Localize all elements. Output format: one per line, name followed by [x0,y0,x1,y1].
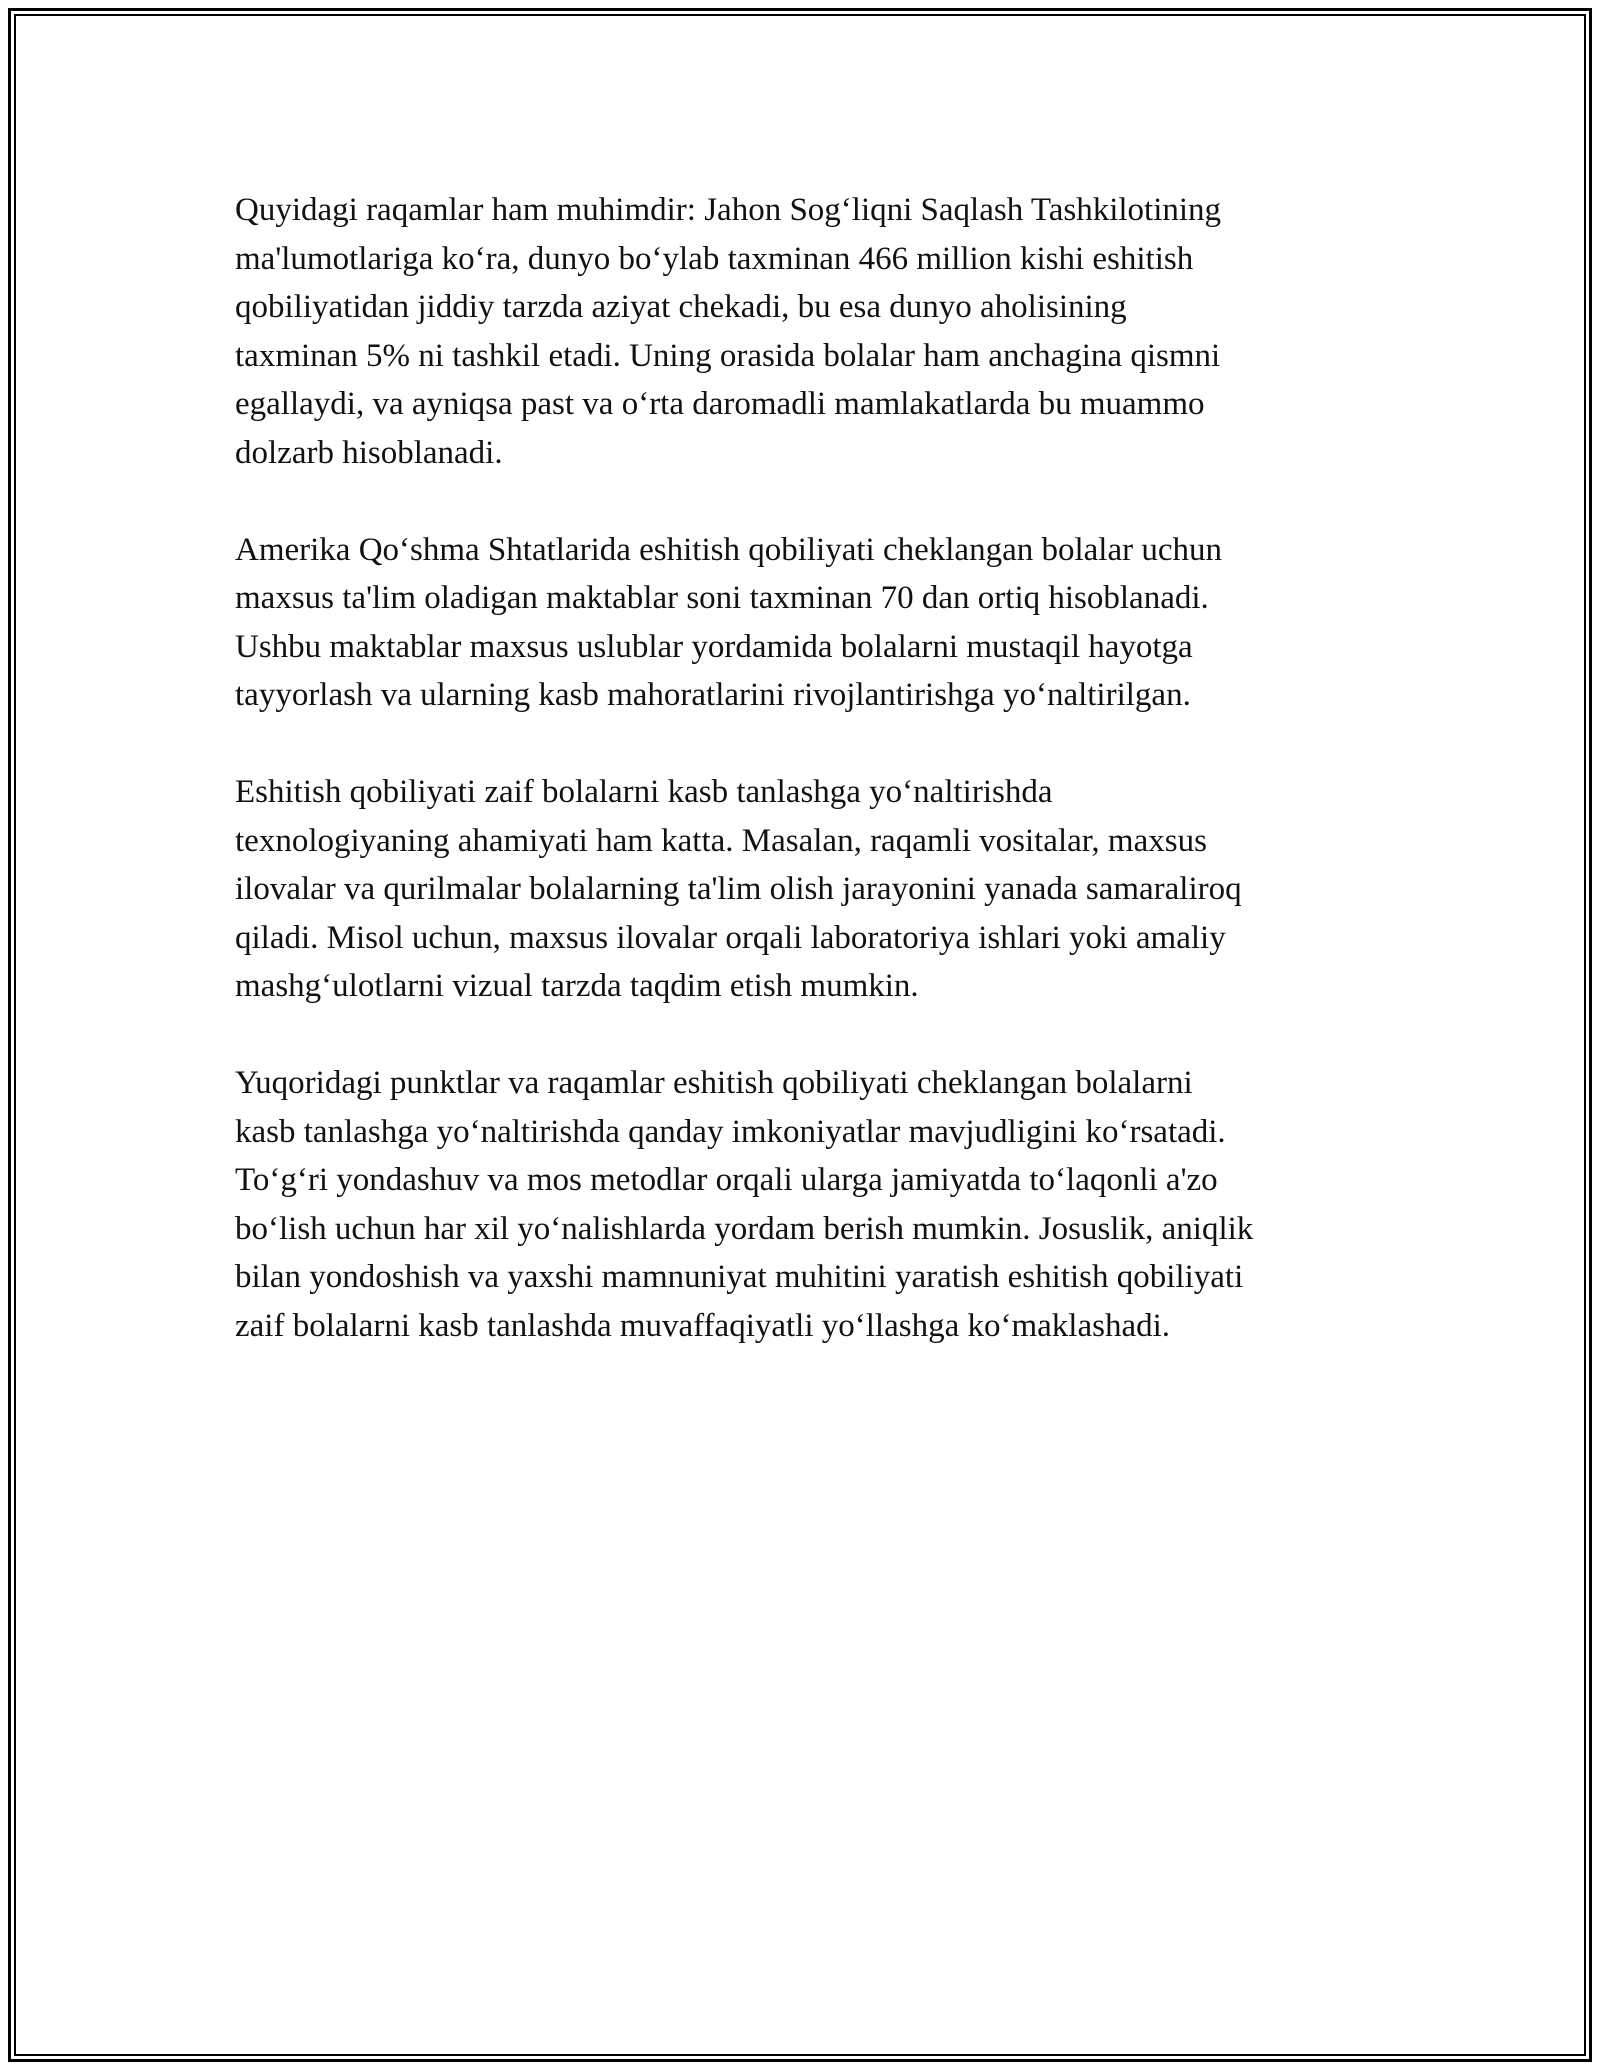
text-line: bo‘lish uchun har xil yo‘nalishlarda yordam berish mumkin. Josuslik, aniqlik [235,1210,1254,1247]
paragraph-2 [235,526,1375,720]
text-line: ilovalar va qurilmalar bolalarning ta'lim olish jarayonini yanada samaraliroq [235,871,1242,907]
text-line: Ushbu maktablar maxsus uslublar yordamida bolalarni mustaqil hayotga [235,628,1193,665]
text-line: Yuqoridagi punktlar va raqamlar eshitish qobiliyati cheklangan bolalarni [235,1065,1193,1101]
text-line: maxsus ta'lim oladigan maktablar soni taxminan 70 dan ortiq hisoblanadi. [235,580,1209,616]
text-line: mashg‘ulotlarni vizual tarzda taqdim etish mumkin. [235,968,919,1004]
text-line: To‘g‘ri yondashuv va mos metodlar orqali ularga jamiyatda to‘laqonli a'zo [235,1162,1218,1198]
paragraph-1 [235,186,1375,477]
text-line: bilan yondoshish va yaxshi mamnuniyat muhitini yaratish eshitish qobiliyati [235,1259,1244,1295]
text-line: taxminan 5% ni tashkil etadi. Uning orasida bolalar ham anchagina qismni [235,337,1221,374]
text-line: egallaydi, va ayniqsa past va o‘rta daromadli mamlakatlarda bu muammo [235,386,1205,422]
text-line: Eshitish qobiliyati zaif bolalarni kasb tanlashga yo‘naltirishda [235,774,1053,810]
text-line: dolzarb hisoblanadi. [235,434,503,471]
paragraph-3 [235,768,1375,1011]
text-line: Quyidagi raqamlar ham muhimdir: Jahon Sog‘liqni Saqlash Tashkilotining [235,192,1222,228]
text-line: ma'lumotlariga ko‘ra, dunyo bo‘ylab taxminan 466 million kishi eshitish [235,240,1194,277]
text-line: qobiliyatidan jiddiy tarzda aziyat chekadi, bu esa dunyo aholisining [235,289,1127,325]
paragraph-4 [235,1059,1375,1350]
text-line: tayyorlash va ularning kasb mahoratlarini rivojlantirishga yo‘naltirilgan. [235,677,1191,713]
text-line: Amerika Qo‘shma Shtatlarida eshitish qobiliyati cheklangan bolalar uchun [235,531,1222,568]
text-line: qiladi. Misol uchun, maxsus ilovalar orqali laboratoriya ishlari yoki amaliy [235,919,1226,956]
document-body [235,186,1375,1399]
text-line: zaif bolalarni kasb tanlashda muvaffaqiyatli yo‘llashga ko‘maklashadi. [235,1307,1171,1344]
text-line: texnologiyaning ahamiyati ham katta. Masalan, raqamli vositalar, maxsus [235,822,1207,859]
text-line: kasb tanlashga yo‘naltirishda qanday imkoniyatlar mavjudligini ko‘rsatadi. [235,1113,1226,1150]
